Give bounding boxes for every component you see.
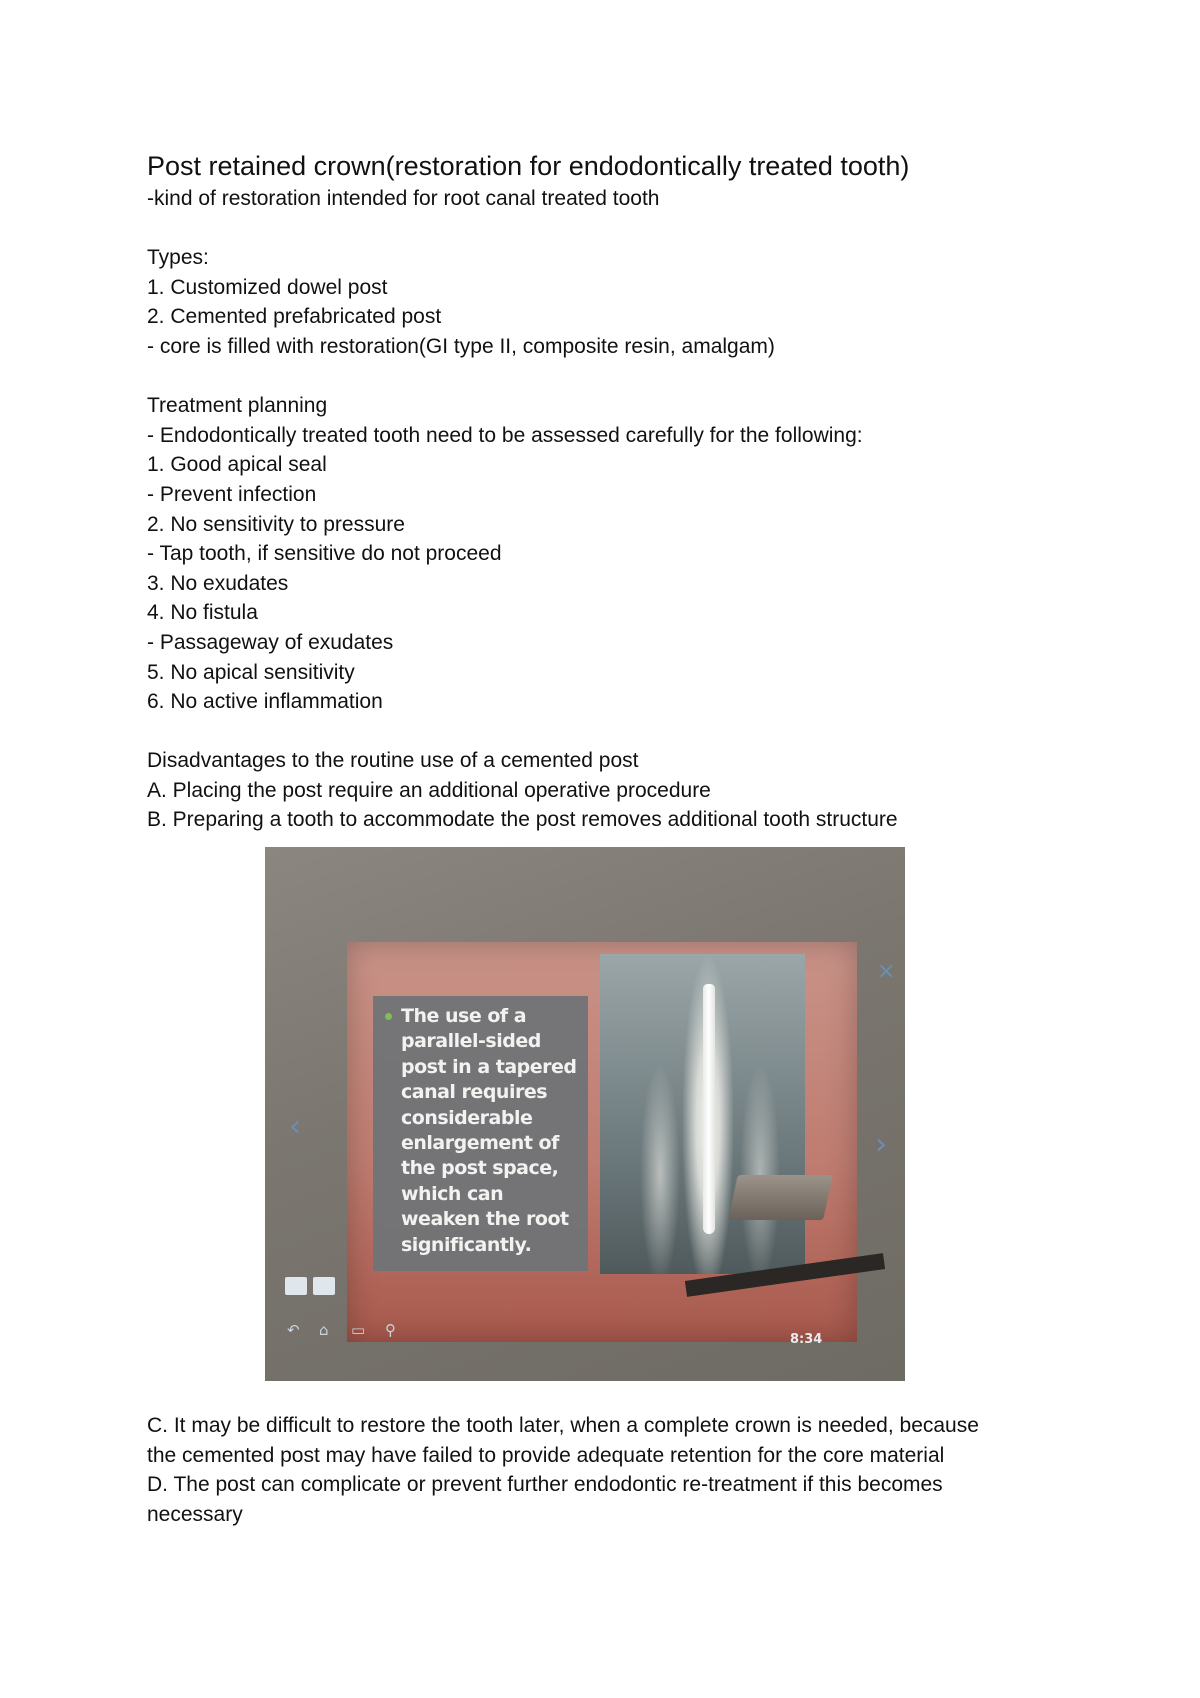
treatment-planning-section	[147, 391, 1067, 717]
chevron-right-icon: ›	[875, 1127, 887, 1162]
list-item: 1. Good apical seal	[147, 453, 327, 477]
list-item: 5. No apical sensitivity	[147, 660, 355, 684]
disadvantages-section	[147, 746, 1067, 835]
tile-icon	[313, 1277, 335, 1295]
bullet-icon	[385, 1013, 392, 1020]
slide-text: The use of a parallel-sided post in a tapered canal requires considerable enlargement of the post space, which can weaken the root significantly.	[401, 1005, 577, 1256]
list-item: - core is filled with restoration(GI type II, composite resin, amalgam)	[147, 334, 775, 358]
list-item: 2. Cemented prefabricated post	[147, 305, 442, 329]
list-item: - Endodontically treated tooth need to be assessed carefully for the following:	[147, 423, 863, 447]
list-item: necessary	[147, 1502, 243, 1526]
home-icon: ⌂	[319, 1321, 329, 1339]
types-heading: Types:	[147, 246, 209, 270]
document-title: Post retained crown(restoration for endodontically treated tooth)	[147, 151, 910, 181]
list-item: B. Preparing a tooth to accommodate the post removes additional tooth structure	[147, 808, 898, 832]
list-item: A. Placing the post require an additional operative procedure	[147, 778, 711, 802]
list-item: 3. No exudates	[147, 571, 289, 595]
list-item: - Tap tooth, if sensitive do not proceed	[147, 542, 502, 566]
close-icon: ×	[877, 959, 896, 984]
intro-line: -kind of restoration intended for root canal treated tooth	[147, 187, 660, 210]
document-body	[147, 148, 1067, 835]
disadvantages-heading: Disadvantages to the routine use of a cemented post	[147, 749, 639, 773]
list-item: C. It may be difficult to restore the tooth later, when a complete crown is needed, because	[147, 1414, 979, 1437]
list-item: - Prevent infection	[147, 482, 317, 506]
list-item: 1. Customized dowel post	[147, 275, 388, 299]
tablet-taskbar	[285, 1317, 875, 1347]
slide-text-box	[373, 996, 588, 1271]
slide-photo	[265, 847, 905, 1381]
post-in-canal	[703, 984, 715, 1234]
treatment-planning-heading: Treatment planning	[147, 394, 328, 418]
tile-icon	[285, 1277, 307, 1295]
list-item: 6. No active inflammation	[147, 690, 383, 714]
list-item: 4. No fistula	[147, 601, 258, 625]
list-item: D. The post can complicate or prevent further endodontic re-treatment if this becomes	[147, 1473, 943, 1497]
recent-apps-icon: ▭	[351, 1321, 366, 1339]
chevron-left-icon: ‹	[289, 1109, 301, 1144]
document-continued	[147, 1411, 1067, 1529]
status-clock: 8:34	[790, 1332, 823, 1347]
document-camera	[728, 1175, 833, 1220]
list-item: 2. No sensitivity to pressure	[147, 512, 405, 536]
search-icon: ⚲	[385, 1321, 396, 1339]
types-section	[147, 243, 1067, 361]
xray-image	[600, 954, 805, 1274]
back-icon: ↶	[287, 1321, 300, 1339]
list-item: - Passageway of exudates	[147, 630, 394, 654]
list-item: the cemented post may have failed to provide adequate retention for the core material	[147, 1443, 945, 1467]
